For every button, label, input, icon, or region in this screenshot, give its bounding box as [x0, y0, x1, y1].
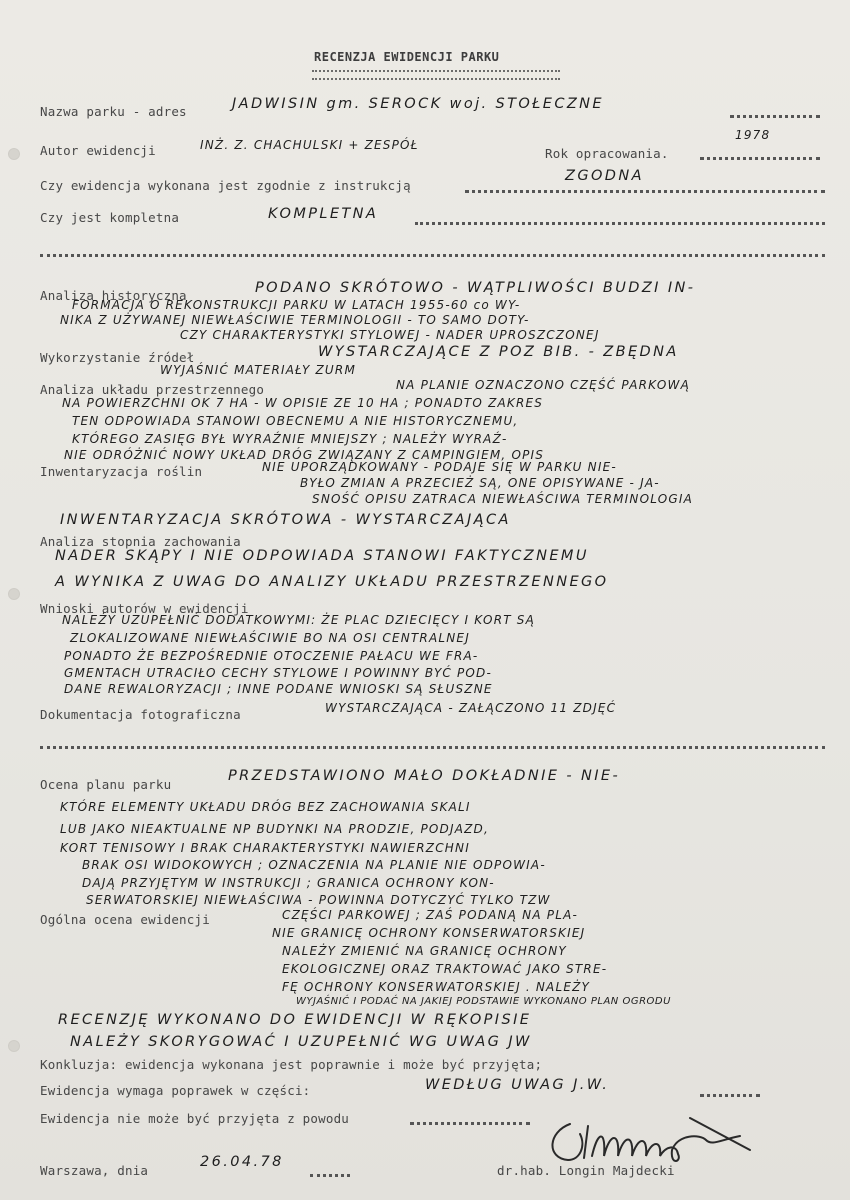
- historical-line: FORMACJA O REKONSTRUKCJI PARKU W LATACH 1955-60 co WY-: [72, 298, 521, 312]
- dotted-leader: [410, 1122, 530, 1125]
- overall-line: NALEŻY SKORYGOWAĆ I UZUPEŁNIĆ WG UWAG JW: [70, 1034, 532, 1050]
- punch-hole: [8, 1040, 20, 1052]
- reviewer-name: dr.hab. Longin Majdecki: [497, 1163, 675, 1178]
- conclusions-line: PONADTO ŻE BEZPOŚREDNIE OTOCZENIE PAŁACU WE FRA-: [64, 649, 479, 663]
- complete-value: KOMPLETNA: [268, 206, 379, 222]
- sources-line: WYJAŚNIĆ MATERIAŁY ZURM: [160, 363, 356, 377]
- inventory-line: SNOŚĆ OPISU ZATRACA NIEWŁAŚCIWA TERMINOLOGIA: [312, 492, 694, 506]
- historical-line: PODANO SKRÓTOWO - WĄTPLIWOŚCI BUDZI IN-: [255, 280, 696, 296]
- spatial-line: KTÓREGO ZASIĘG BYŁ WYRAŹNIE MNIEJSZY ; NALEŻY WYRAŹ-: [72, 432, 508, 446]
- plan-line: BRAK OSI WIDOKOWYCH ; OZNACZENIA NA PLANIE NIE ODPOWIA-: [82, 858, 546, 872]
- photo-value: WYSTARCZAJĄCA - ZAŁĄCZONO 11 ZDJĘĆ: [325, 701, 617, 715]
- preservation-label: Analiza stopnia zachowania: [40, 534, 241, 549]
- overall-line: NALEŻY ZMIENIĆ NA GRANICĘ OCHRONY: [282, 944, 567, 958]
- conclusions-line: DANE REWALORYZACJI ; INNE PODANE WNIOSKI SĄ SŁUSZNE: [64, 682, 493, 696]
- punch-hole: [8, 588, 20, 600]
- historical-line: NIKA Z UŻYWANEJ NIEWŁAŚCIWIE TERMINOLOGII - TO SAMO DOTY-: [60, 313, 530, 327]
- dotted-leader: [730, 115, 820, 118]
- overall-line: FĘ OCHRONY KONSERWATORSKIEJ . NALEŻY: [282, 980, 591, 994]
- sources-line: WYSTARCZAJĄCE Z POZ BIB. - ZBĘDNA: [318, 344, 679, 360]
- conclusions-line: ZLOKALIZOWANE NIEWŁAŚCIWIE BO NA OSI CENTRALNEJ: [70, 631, 470, 645]
- dotted-line: [40, 254, 825, 257]
- complete-label: Czy jest kompletna: [40, 210, 180, 225]
- signature: [540, 1110, 780, 1170]
- dotted-leader: [465, 190, 825, 193]
- plan-line: LUB JAKO NIEAKTUALNE NP BUDYNKI NA PRODZIE, PODJAZD,: [60, 822, 490, 836]
- dotted-line: [40, 746, 825, 749]
- preservation-line: NADER SKĄPY I NIE ODPOWIADA STANOWI FAKTYCZNEMU: [55, 548, 589, 564]
- plan-line: KTÓRE ELEMENTY UKŁADU DRÓG BEZ ZACHOWANIA SKALI: [60, 800, 471, 814]
- overall-line: NIE GRANICĘ OCHRONY KONSERWATORSKIEJ: [272, 926, 586, 940]
- plan-line: KORT TENISOWY I BRAK CHARAKTERYSTYKI NAWIERZCHNI: [60, 841, 470, 855]
- historical-line: CZY CHARAKTERYSTYKI STYLOWEJ - NADER UPROSZCZONEJ: [180, 328, 600, 342]
- author-label: Autor ewidencji: [40, 143, 156, 158]
- author-value: INŻ. Z. CHACHULSKI + ZESPÓŁ: [200, 138, 419, 152]
- conclusion-line-3: Ewidencja nie może być przyjęta z powodu: [40, 1111, 350, 1126]
- spatial-line: NA PLANIE OZNACZONO CZĘŚĆ PARKOWĄ: [396, 378, 691, 392]
- dotted-leader: [700, 157, 820, 160]
- inventory-line: BYŁO ZMIAN A PRZECIEŻ SĄ, ONE OPISYWANE - JA-: [300, 476, 660, 490]
- name-address-value: JADWISIN gm. SEROCK woj. STOŁECZNE: [232, 96, 604, 112]
- sources-label: Wykorzystanie źródeł: [40, 350, 195, 365]
- spatial-line: TEN ODPOWIADA STANOWI OBECNEMU A NIE HISTORYCZNEMU,: [72, 414, 519, 428]
- inventory-label: Inwentaryzacja roślin: [40, 464, 203, 479]
- conclusion-line-1: Konkluzja: ewidencja wykonana jest poprawnie i może być przyjęta;: [40, 1057, 543, 1072]
- conclusion-line-2-label: Ewidencja wymaga poprawek w części:: [40, 1083, 311, 1098]
- conclusion-line-2-value: WEDŁUG UWAG J.W.: [425, 1077, 610, 1093]
- spatial-line: NA POWIERZCHNI OK 7 HA - W OPISIE ZE 10 HA ; PONADTO ZAKRES: [62, 396, 544, 410]
- name-address-label: Nazwa parku - adres: [40, 104, 187, 119]
- year-value: 1978: [735, 128, 771, 142]
- dotted-leader: [415, 222, 825, 225]
- plan-line: PRZEDSTAWIONO MAŁO DOKŁADNIE - NIE-: [228, 768, 621, 784]
- overall-label: Ogólna ocena ewidencji: [40, 912, 210, 927]
- inventory-line: INWENTARYZACJA SKRÓTOWA - WYSTARCZAJĄCA: [60, 512, 511, 528]
- year-label: Rok opracowania.: [545, 146, 669, 161]
- spatial-line: NIE ODRÓŻNIĆ NOWY UKŁAD DRÓG ZWIĄZANY Z CAMPINGIEM, OPIS: [64, 448, 545, 462]
- compliance-label: Czy ewidencja wykonana jest zgodnie z instrukcją: [40, 178, 411, 193]
- plan-label: Ocena planu parku: [40, 777, 172, 792]
- overall-line: EKOLOGICZNEJ ORAZ TRAKTOWAĆ JAKO STRE-: [282, 962, 608, 976]
- date-value: 26.04.78: [200, 1154, 284, 1170]
- punch-hole: [8, 148, 20, 160]
- preservation-line: A WYNIKA Z UWAG DO ANALIZY UKŁADU PRZESTRZENNEGO: [55, 574, 609, 590]
- photo-label: Dokumentacja fotograficzna: [40, 707, 241, 722]
- compliance-value: ZGODNA: [565, 168, 644, 184]
- conclusions-line: GMENTACH UTRACIŁO CECHY STYLOWE I POWINNY BYĆ POD-: [64, 666, 493, 680]
- spatial-label: Analiza układu przestrzennego: [40, 382, 265, 397]
- historical-label: Analiza historyczna: [40, 288, 187, 303]
- inventory-line: NIE UPORZĄDKOWANY - PODAJE SIĘ W PARKU NIE-: [262, 460, 617, 474]
- dotted-leader: [700, 1094, 760, 1097]
- document-title: RECENZJA EWIDENCJI PARKU: [314, 50, 500, 64]
- overall-line: RECENZJĘ WYKONANO DO EWIDENCJI W RĘKOPISIE: [58, 1012, 532, 1028]
- dotted-leader: [310, 1174, 350, 1177]
- place-label: Warszawa, dnia: [40, 1163, 149, 1178]
- plan-line: DAJĄ PRZYJĘTYM W INSTRUKCJI ; GRANICA OCHRONY KON-: [82, 876, 495, 890]
- conclusions-label: Wnioski autorów w ewidencji: [40, 601, 249, 616]
- overall-line: CZĘŚCI PARKOWEJ ; ZAŚ PODANĄ NA PLA-: [282, 908, 579, 922]
- overall-line: WYJAŚNIĆ I PODAĆ NA JAKIEJ PODSTAWIE WYKONANO PLAN OGRODU: [296, 996, 671, 1007]
- conclusions-line: NALEŻY UZUPEŁNIĆ DODATKOWYMI: ŻE PLAC DZIECIĘCY I KORT SĄ: [62, 613, 536, 627]
- plan-line: SERWATORSKIEJ NIEWŁAŚCIWA - POWINNA DOTYCZYĆ TYLKO TZW: [86, 893, 551, 907]
- title-underline: [312, 70, 560, 80]
